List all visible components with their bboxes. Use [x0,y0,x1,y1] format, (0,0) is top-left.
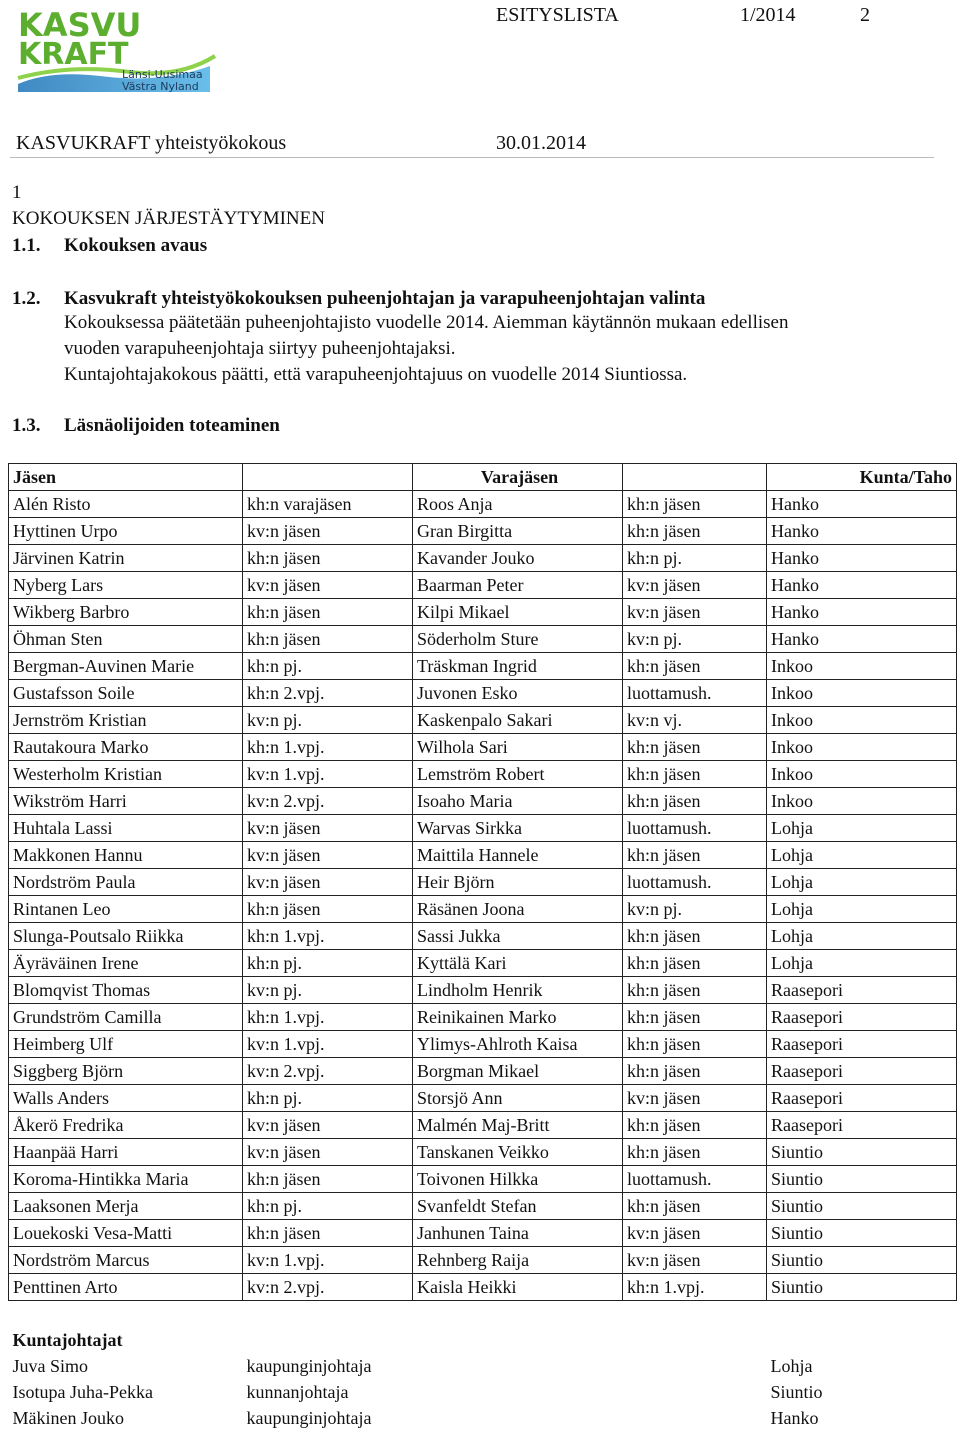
cell-municipality: Lohja [767,869,957,896]
svg-text:KRAFT: KRAFT [18,37,129,72]
cell-deputy-role: luottamush. [623,680,767,707]
cell-municipality: Raasepori [767,1085,957,1112]
table-row [9,977,957,1004]
kuntajohtaja-row [9,1405,957,1431]
cell-deputy-role: kh:n jäsen [623,761,767,788]
table-row [9,1193,957,1220]
cell-municipality: Siuntio [767,1274,957,1301]
cell-municipality: Hanko [767,545,957,572]
svg-text:KASVU: KASVU [18,6,141,44]
cell-deputy-name: Träskman Ingrid [413,653,623,680]
cell-deputy-name: Ylimys-Ahlroth Kaisa [413,1031,623,1058]
cell-member-name: Walls Anders [9,1085,243,1112]
cell-deputy-role: kh:n jäsen [623,1193,767,1220]
cell-member-name: Öhman Sten [9,626,243,653]
attendance-table-body [9,464,957,1431]
cell-member-role: kh:n 1.vpj. [243,734,413,761]
cell-municipality: Raasepori [767,1112,957,1139]
table-row [9,815,957,842]
meeting-title: KASVUKRAFT yhteistyökokous [16,132,286,155]
table-row [9,599,957,626]
cell-member-name: Wikberg Barbro [9,599,243,626]
table-row [9,1139,957,1166]
cell-municipality: Raasepori [767,1058,957,1085]
svg-text:Länsi-Uusimaa: Länsi-Uusimaa [122,68,203,81]
cell-member-role: kh:n pj. [243,1193,413,1220]
cell-member-name: Penttinen Arto [9,1274,243,1301]
kj-deputy-role [623,1353,767,1379]
cell-member-role: kv:n pj. [243,707,413,734]
table-row [9,1274,957,1301]
header-deputy-name: Varajäsen [413,464,623,491]
cell-deputy-role: kh:n jäsen [623,653,767,680]
cell-member-name: Haanpää Harri [9,1139,243,1166]
cell-deputy-name: Maittila Hannele [413,842,623,869]
kj-member-name: Mäkinen Jouko [9,1405,243,1431]
table-row [9,1004,957,1031]
cell-member-name: Hyttinen Urpo [9,518,243,545]
cell-deputy-name: Gran Birgitta [413,518,623,545]
cell-municipality: Inkoo [767,680,957,707]
table-row [9,680,957,707]
header-divider [10,157,934,158]
cell-municipality: Inkoo [767,707,957,734]
spacer-member-role [243,1301,413,1328]
cell-deputy-name: Reinikainen Marko [413,1004,623,1031]
kj-member-name: Juva Simo [9,1353,243,1379]
spacer-deputy-role [623,1301,767,1328]
kuntajohtajat-heading: Kuntajohtajat [9,1327,957,1353]
cell-deputy-role: kh:n jäsen [623,1004,767,1031]
cell-deputy-role: kh:n jäsen [623,977,767,1004]
cell-deputy-name: Kaskenpalo Sakari [413,707,623,734]
cell-deputy-name: Kyttälä Kari [413,950,623,977]
cell-member-role: kv:n 1.vpj. [243,1247,413,1274]
cell-deputy-role: kv:n vj. [623,707,767,734]
table-row [9,734,957,761]
cell-member-name: Nordström Paula [9,869,243,896]
cell-deputy-role: kh:n jäsen [623,950,767,977]
cell-member-role: kh:n pj. [243,950,413,977]
section-title: KOKOUKSEN JÄRJESTÄYTYMINEN [12,208,325,230]
kj-deputy-role [623,1379,767,1405]
cell-member-role: kh:n 1.vpj. [243,1004,413,1031]
cell-deputy-role: luottamush. [623,1166,767,1193]
cell-deputy-role: kh:n jäsen [623,1139,767,1166]
cell-deputy-name: Lemström Robert [413,761,623,788]
cell-municipality: Inkoo [767,788,957,815]
cell-member-name: Louekoski Vesa-Matti [9,1220,243,1247]
cell-deputy-role: kh:n pj. [623,545,767,572]
svg-text:Västra Nyland: Västra Nyland [122,80,199,93]
table-row [9,1247,957,1274]
cell-deputy-name: Juvonen Esko [413,680,623,707]
cell-deputy-role: kv:n jäsen [623,572,767,599]
cell-member-role: kv:n jäsen [243,1112,413,1139]
cell-deputy-name: Isoaho Maria [413,788,623,815]
cell-deputy-name: Svanfeldt Stefan [413,1193,623,1220]
cell-deputy-role: kv:n pj. [623,626,767,653]
cell-municipality: Siuntio [767,1166,957,1193]
table-row [9,950,957,977]
cell-deputy-name: Kaisla Heikki [413,1274,623,1301]
cell-member-role: kv:n jäsen [243,572,413,599]
cell-member-role: kh:n pj. [243,1085,413,1112]
cell-municipality: Siuntio [767,1139,957,1166]
cell-member-name: Jernström Kristian [9,707,243,734]
subsection-number-1-3: 1.3. [12,415,41,437]
cell-deputy-name: Rehnberg Raija [413,1247,623,1274]
table-row [9,1085,957,1112]
cell-deputy-role: kv:n pj. [623,896,767,923]
cell-member-role: kh:n jäsen [243,1220,413,1247]
cell-deputy-name: Tanskanen Veikko [413,1139,623,1166]
cell-municipality: Siuntio [767,1247,957,1274]
header-member-name: Jäsen [9,464,243,491]
cell-deputy-name: Baarman Peter [413,572,623,599]
cell-municipality: Raasepori [767,977,957,1004]
cell-member-role: kv:n jäsen [243,842,413,869]
attendance-table [8,463,957,1431]
cell-member-role: kv:n 2.vpj. [243,788,413,815]
cell-municipality: Raasepori [767,1004,957,1031]
cell-municipality: Lohja [767,896,957,923]
cell-member-name: Huhtala Lassi [9,815,243,842]
table-row [9,1112,957,1139]
cell-municipality: Siuntio [767,1193,957,1220]
cell-member-role: kh:n varajäsen [243,491,413,518]
section-number: 1 [12,182,22,204]
cell-deputy-name: Storsjö Ann [413,1085,623,1112]
kuntajohtaja-row [9,1353,957,1379]
cell-deputy-role: kh:n jäsen [623,1031,767,1058]
header-municipality: Kunta/Taho [767,464,957,491]
kuntajohtajat-header-row [9,1327,957,1353]
cell-member-name: Wikström Harri [9,788,243,815]
cell-deputy-role: kh:n jäsen [623,1112,767,1139]
table-header-row [9,464,957,491]
cell-municipality: Hanko [767,518,957,545]
table-row [9,1031,957,1058]
cell-member-role: kv:n 1.vpj. [243,761,413,788]
page-number: 2 [860,4,870,27]
subsection-number-1-2: 1.2. [12,288,41,310]
cell-deputy-role: kv:n jäsen [623,599,767,626]
kuntajohtaja-row [9,1379,957,1405]
cell-municipality: Lohja [767,842,957,869]
table-row [9,788,957,815]
table-row [9,626,957,653]
cell-member-name: Grundström Camilla [9,1004,243,1031]
cell-member-name: Nyberg Lars [9,572,243,599]
subsection-body-1-2 [64,310,788,388]
cell-deputy-role: luottamush. [623,869,767,896]
cell-member-role: kv:n jäsen [243,869,413,896]
kj-member-role: kaupunginjohtaja [243,1353,413,1379]
cell-municipality: Hanko [767,599,957,626]
cell-municipality: Raasepori [767,1031,957,1058]
body-line: Kuntajohtajakokous päätti, että varapuheenjohtajuus on vuodelle 2014 Siuntiossa. [64,362,788,388]
spacer-deputy-name [413,1301,623,1328]
cell-member-role: kh:n 1.vpj. [243,923,413,950]
cell-municipality: Inkoo [767,761,957,788]
spacer-member-name [9,1301,243,1328]
header-deputy-role [623,464,767,491]
cell-member-role: kv:n jäsen [243,815,413,842]
cell-member-name: Järvinen Katrin [9,545,243,572]
table-row [9,545,957,572]
cell-deputy-role: kh:n jäsen [623,1058,767,1085]
cell-member-name: Bergman-Auvinen Marie [9,653,243,680]
subsection-title-1-1: Kokouksen avaus [64,235,207,257]
cell-member-name: Alén Risto [9,491,243,518]
cell-deputy-name: Lindholm Henrik [413,977,623,1004]
cell-member-name: Siggberg Björn [9,1058,243,1085]
cell-member-role: kh:n jäsen [243,896,413,923]
cell-deputy-role: kh:n jäsen [623,491,767,518]
document-number: 1/2014 [740,4,796,27]
cell-deputy-role: luottamush. [623,815,767,842]
cell-member-name: Slunga-Poutsalo Riikka [9,923,243,950]
cell-deputy-name: Sassi Jukka [413,923,623,950]
subsection-title-1-2: Kasvukraft yhteistyökokouksen puheenjohtajan ja varapuheenjohtajan valinta [64,288,705,310]
kj-member-name: Isotupa Juha-Pekka [9,1379,243,1405]
cell-deputy-role: kh:n jäsen [623,518,767,545]
cell-member-name: Makkonen Hannu [9,842,243,869]
cell-municipality: Hanko [767,572,957,599]
table-row [9,491,957,518]
table-row [9,869,957,896]
cell-deputy-role: kh:n jäsen [623,734,767,761]
kj-deputy-name [413,1405,623,1431]
cell-member-name: Åkerö Fredrika [9,1112,243,1139]
cell-member-role: kv:n pj. [243,977,413,1004]
spacer-municipality [767,1301,957,1328]
cell-member-role: kv:n 2.vpj. [243,1058,413,1085]
cell-deputy-name: Wilhola Sari [413,734,623,761]
cell-member-name: Rautakoura Marko [9,734,243,761]
table-row [9,707,957,734]
cell-deputy-name: Warvas Sirkka [413,815,623,842]
subsection-number-1-1: 1.1. [12,235,41,257]
kj-deputy-name [413,1353,623,1379]
table-row [9,842,957,869]
cell-deputy-name: Kilpi Mikael [413,599,623,626]
cell-municipality: Inkoo [767,734,957,761]
cell-deputy-name: Kavander Jouko [413,545,623,572]
cell-municipality: Lohja [767,815,957,842]
cell-deputy-role: kh:n 1.vpj. [623,1274,767,1301]
cell-deputy-name: Söderholm Sture [413,626,623,653]
cell-deputy-role: kh:n jäsen [623,923,767,950]
body-line: vuoden varapuheenjohtaja siirtyy puheenjohtajaksi. [64,336,788,362]
cell-deputy-name: Malmén Maj-Britt [413,1112,623,1139]
kj-member-role: kaupunginjohtaja [243,1405,413,1431]
cell-member-name: Westerholm Kristian [9,761,243,788]
cell-member-role: kv:n jäsen [243,518,413,545]
cell-deputy-role: kv:n jäsen [623,1247,767,1274]
header-member-role [243,464,413,491]
cell-member-role: kh:n jäsen [243,545,413,572]
table-row [9,761,957,788]
cell-member-role: kh:n 2.vpj. [243,680,413,707]
table-row [9,1058,957,1085]
cell-member-name: Gustafsson Soile [9,680,243,707]
cell-member-name: Blomqvist Thomas [9,977,243,1004]
cell-member-role: kh:n jäsen [243,1166,413,1193]
cell-member-name: Laaksonen Merja [9,1193,243,1220]
table-spacer-row [9,1301,957,1328]
cell-municipality: Hanko [767,626,957,653]
cell-deputy-role: kv:n jäsen [623,1085,767,1112]
cell-member-name: Rintanen Leo [9,896,243,923]
cell-member-role: kv:n jäsen [243,1139,413,1166]
cell-deputy-role: kh:n jäsen [623,788,767,815]
kj-municipality: Hanko [767,1405,957,1431]
kj-deputy-name [413,1379,623,1405]
kasvukraft-logo [10,6,218,96]
table-row [9,653,957,680]
cell-municipality: Hanko [767,491,957,518]
table-row [9,572,957,599]
cell-member-role: kv:n 2.vpj. [243,1274,413,1301]
table-row [9,1220,957,1247]
kj-member-role: kunnanjohtaja [243,1379,413,1405]
cell-member-name: Nordström Marcus [9,1247,243,1274]
cell-deputy-name: Toivonen Hilkka [413,1166,623,1193]
cell-deputy-name: Borgman Mikael [413,1058,623,1085]
cell-member-name: Heimberg Ulf [9,1031,243,1058]
cell-deputy-name: Roos Anja [413,491,623,518]
cell-municipality: Lohja [767,950,957,977]
cell-member-role: kv:n 1.vpj. [243,1031,413,1058]
body-line: Kokouksessa päätetään puheenjohtajisto vuodelle 2014. Aiemman käytännön mukaan edellisen [64,310,788,336]
cell-deputy-name: Räsänen Joona [413,896,623,923]
kj-municipality: Siuntio [767,1379,957,1405]
cell-member-role: kh:n jäsen [243,599,413,626]
kj-deputy-role [623,1405,767,1431]
table-row [9,1166,957,1193]
meeting-date: 30.01.2014 [496,132,586,155]
table-row [9,896,957,923]
subsection-title-1-3: Läsnäolijoiden toteaminen [64,415,280,437]
cell-deputy-name: Heir Björn [413,869,623,896]
cell-deputy-role: kv:n jäsen [623,1220,767,1247]
cell-municipality: Siuntio [767,1220,957,1247]
cell-municipality: Inkoo [767,653,957,680]
cell-municipality: Lohja [767,923,957,950]
cell-member-name: Koroma-Hintikka Maria [9,1166,243,1193]
cell-member-role: kh:n pj. [243,653,413,680]
table-row [9,923,957,950]
table-row [9,518,957,545]
cell-deputy-role: kh:n jäsen [623,842,767,869]
cell-deputy-name: Janhunen Taina [413,1220,623,1247]
cell-member-role: kh:n jäsen [243,626,413,653]
cell-member-name: Äyräväinen Irene [9,950,243,977]
kj-municipality: Lohja [767,1353,957,1379]
document-type: ESITYSLISTA [496,4,619,27]
